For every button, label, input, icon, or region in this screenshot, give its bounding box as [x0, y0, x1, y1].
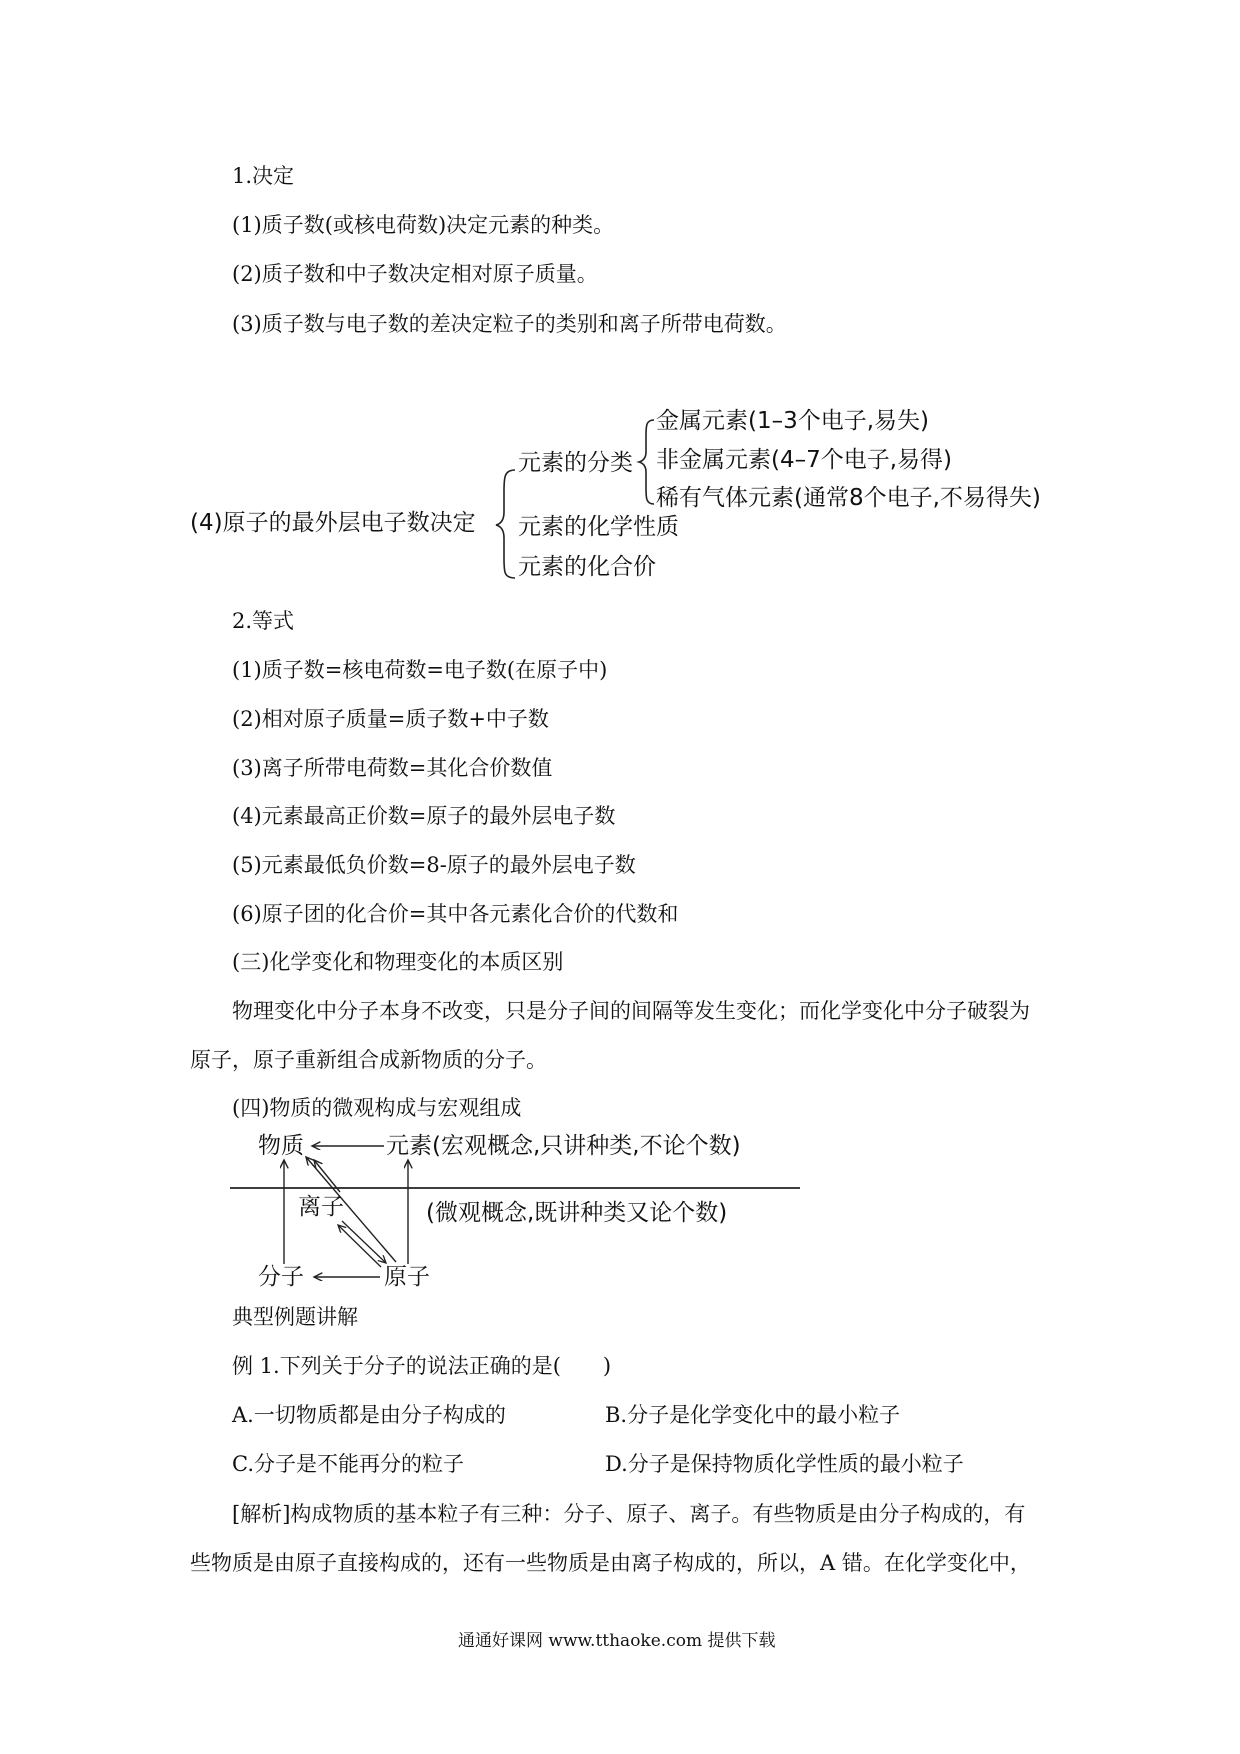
- option-c: C.分子是不能再分的粒子: [232, 1452, 464, 1476]
- diagram-matter: 物质: [258, 1133, 304, 1159]
- decide-item-3: (3)质子数与电子数的差决定粒子的类别和离子所带电荷数。: [232, 312, 787, 336]
- diagram-ion: 离子: [298, 1194, 344, 1220]
- page-footer: 通通好课网 www.tthaoke.com 提供下载: [458, 1631, 776, 1651]
- option-b: B.分子是化学变化中的最小粒子: [605, 1403, 901, 1427]
- examples-title: 典型例题讲解: [232, 1305, 358, 1329]
- equation-item-5: (5)元素最低负价数=8-原子的最外层电子数: [232, 853, 636, 877]
- arrow-ion-atom-2: [338, 1225, 381, 1267]
- option-d: D.分子是保持物质化学性质的最小粒子: [605, 1452, 964, 1476]
- section-heading-decide: 1.决定: [232, 164, 295, 188]
- tree-branch-chemical-property: 元素的化学性质: [518, 514, 679, 540]
- decide-item-2: (2)质子数和中子数决定相对原子质量。: [232, 262, 598, 286]
- tree-branch-classification: 元素的分类: [518, 450, 633, 476]
- change-paragraph-line-2: 原子，原子重新组合成新物质的分子。: [190, 1048, 547, 1072]
- tree-sub-noble-gas: 稀有气体元素(通常8个电子,不易得失): [656, 485, 1041, 511]
- equation-item-1: (1)质子数=核电荷数=电子数(在原子中): [232, 658, 608, 682]
- equation-item-2: (2)相对原子质量=质子数+中子数: [232, 707, 549, 731]
- tree-root: (4)原子的最外层电子数决定: [190, 510, 476, 536]
- section-heading-change: (三)化学变化和物理变化的本质区别: [232, 950, 564, 974]
- equation-item-3: (3)离子所带电荷数=其化合价数值: [232, 756, 553, 780]
- tree-branch-valence: 元素的化合价: [518, 554, 656, 580]
- tree-sub-metal: 金属元素(1–3个电子,易失): [656, 408, 930, 434]
- diagram-molecule: 分子: [258, 1264, 304, 1290]
- tree-sub-nonmetal: 非金属元素(4–7个电子,易得): [656, 447, 953, 473]
- example-1-question: 例 1.下列关于分子的说法正确的是( ): [232, 1354, 612, 1378]
- analysis-line-1: [解析]构成物质的基本粒子有三种：分子、原子、离子。有些物质是由分子构成的，有: [232, 1502, 1026, 1526]
- change-paragraph-line-1: 物理变化中分子本身不改变，只是分子间的间隔等发生变化；而化学变化中分子破裂为: [232, 999, 1030, 1023]
- option-a: A.一切物质都是由分子构成的: [232, 1403, 506, 1427]
- analysis-line-2: 些物质是由原子直接构成的，还有一些物质是由离子构成的，所以，A 错。在化学变化中，: [190, 1551, 1031, 1575]
- decide-item-1: (1)质子数(或核电荷数)决定元素的种类。: [232, 213, 615, 237]
- section-heading-equations: 2.等式: [232, 609, 295, 633]
- equation-item-4: (4)元素最高正价数=原子的最外层电子数: [232, 804, 616, 828]
- equation-item-6: (6)原子团的化合价=其中各元素化合价的代数和: [232, 902, 679, 926]
- diagram-atom: 原子: [384, 1264, 430, 1290]
- section-heading-composition: (四)物质的微观构成与宏观组成: [232, 1096, 522, 1120]
- diagram-element: 元素(宏观概念,只讲种类,不论个数): [386, 1133, 741, 1159]
- diagram-micro-note: (微观概念,既讲种类又论个数): [426, 1200, 728, 1226]
